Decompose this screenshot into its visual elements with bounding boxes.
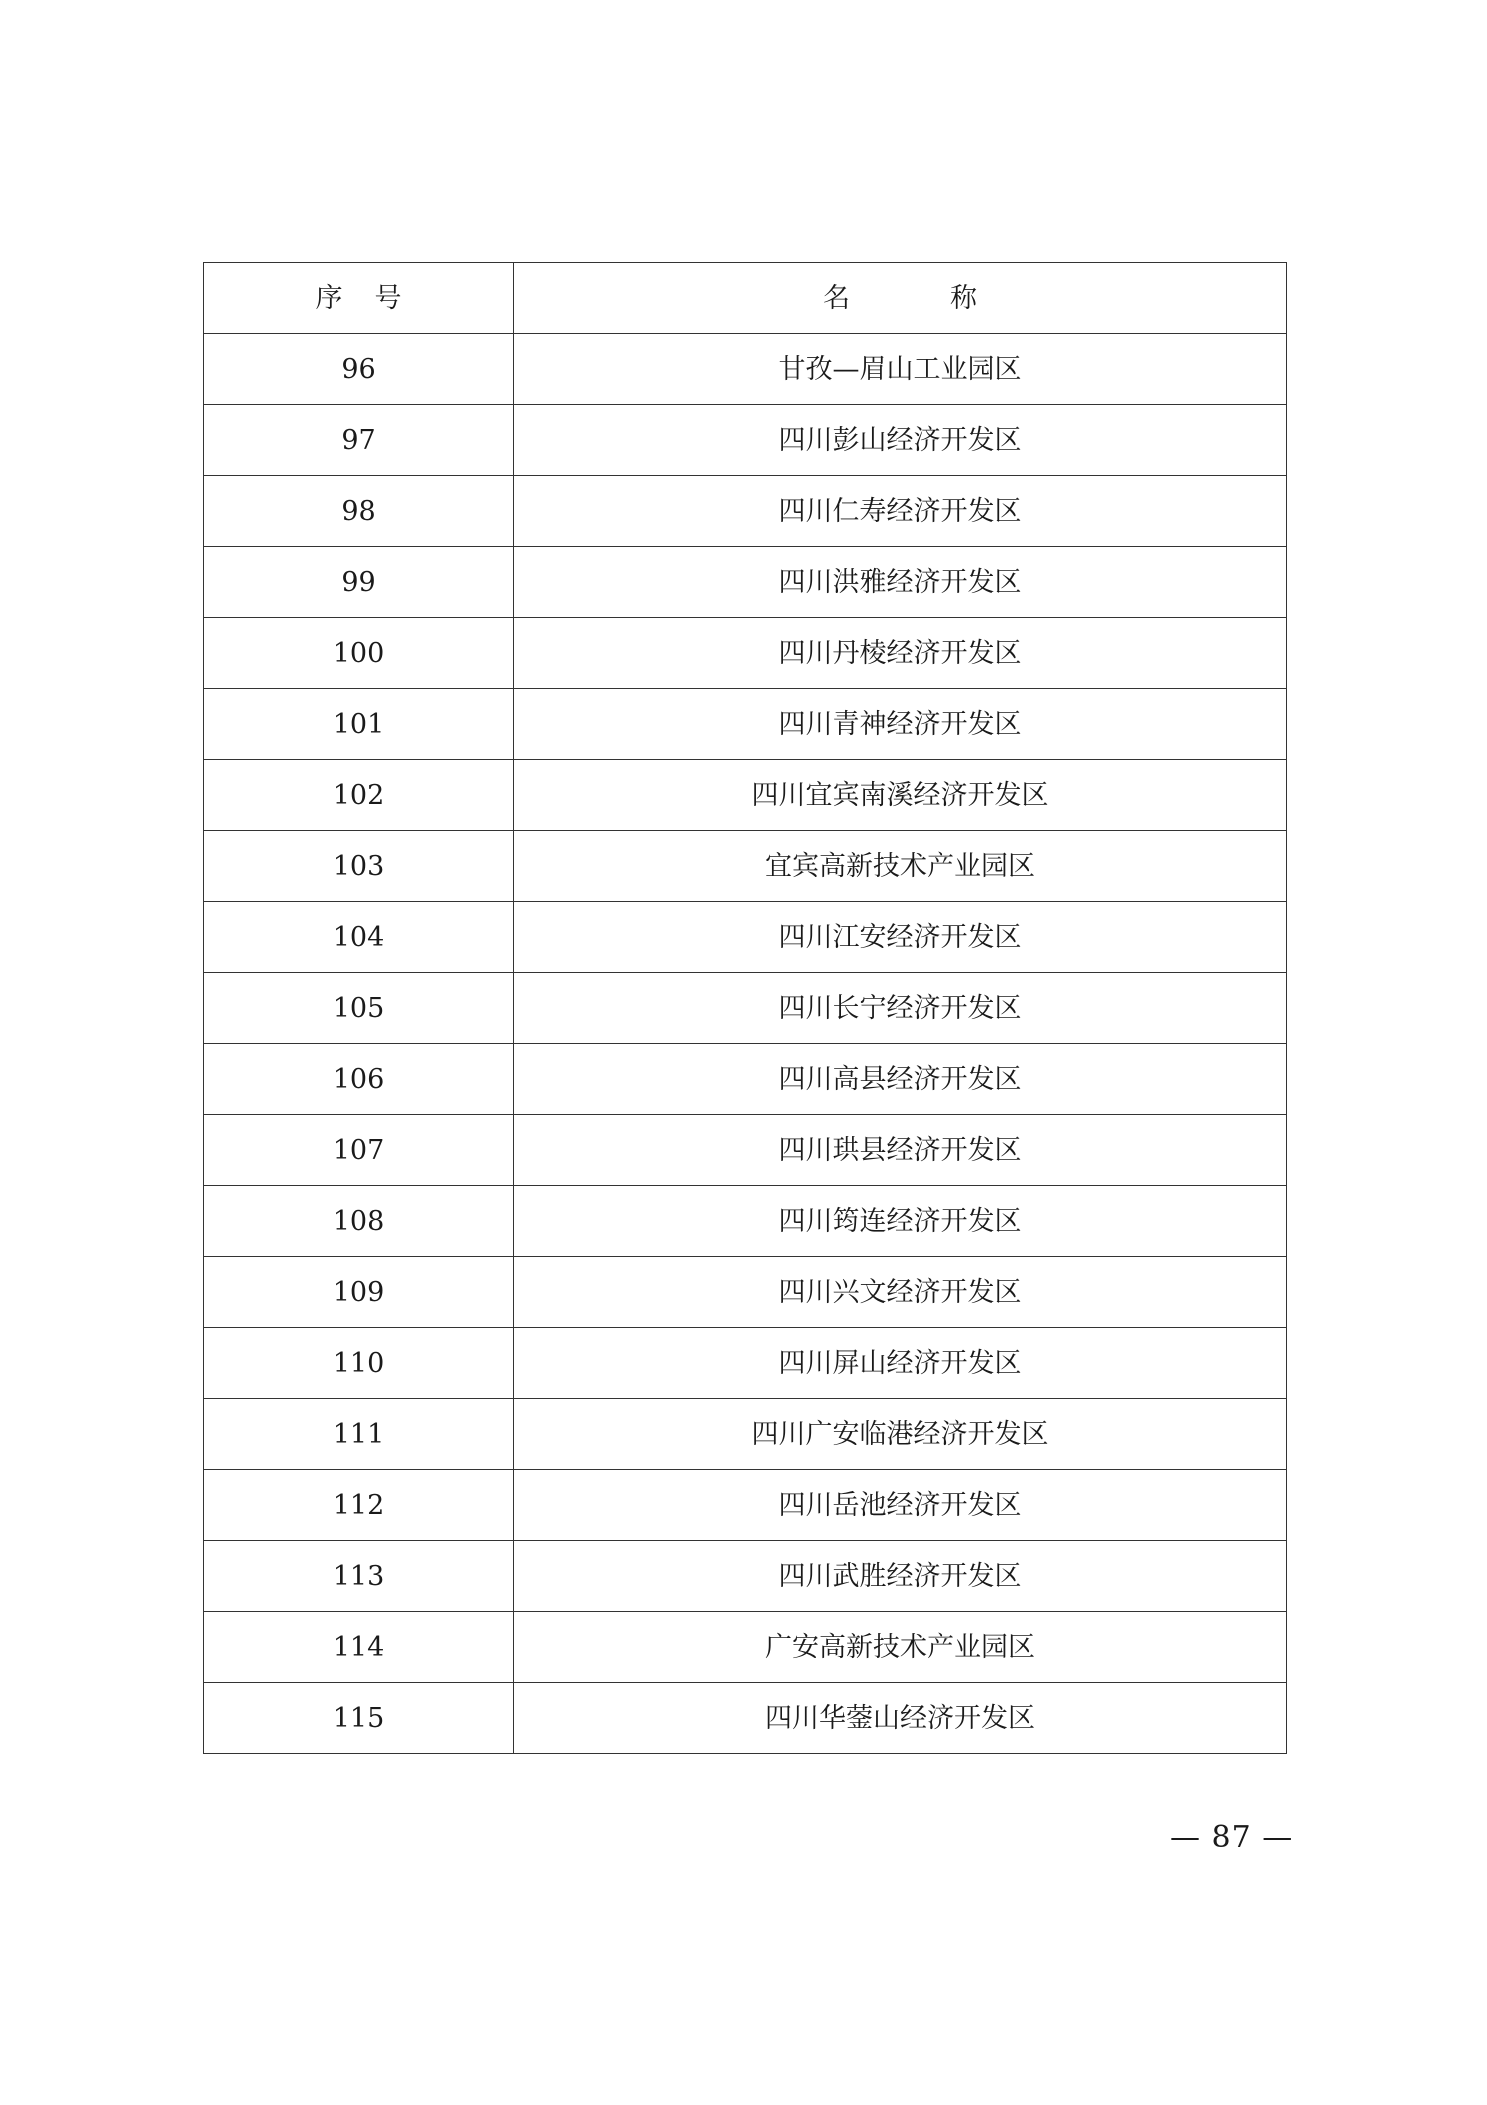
row-zone-name: 四川高县经济开发区 bbox=[514, 1044, 1287, 1115]
table-row bbox=[204, 1399, 1287, 1470]
row-zone-name: 甘孜—眉山工业园区 bbox=[514, 334, 1287, 405]
table-row bbox=[204, 760, 1287, 831]
table-row bbox=[204, 618, 1287, 689]
row-zone-name: 宜宾高新技术产业园区 bbox=[514, 831, 1287, 902]
table-row bbox=[204, 1186, 1287, 1257]
row-serial-number: 108 bbox=[204, 1186, 514, 1257]
row-serial-number: 113 bbox=[204, 1541, 514, 1612]
row-zone-name: 四川兴文经济开发区 bbox=[514, 1257, 1287, 1328]
row-serial-number: 114 bbox=[204, 1612, 514, 1683]
row-zone-name: 四川屏山经济开发区 bbox=[514, 1328, 1287, 1399]
table-row bbox=[204, 1683, 1287, 1754]
row-serial-number: 103 bbox=[204, 831, 514, 902]
table-body bbox=[204, 334, 1287, 1754]
table-row bbox=[204, 973, 1287, 1044]
table-header-row bbox=[204, 263, 1287, 334]
row-zone-name: 四川长宁经济开发区 bbox=[514, 973, 1287, 1044]
row-serial-number: 106 bbox=[204, 1044, 514, 1115]
row-serial-number: 99 bbox=[204, 547, 514, 618]
row-serial-number: 102 bbox=[204, 760, 514, 831]
row-zone-name: 广安高新技术产业园区 bbox=[514, 1612, 1287, 1683]
table-row bbox=[204, 1328, 1287, 1399]
row-zone-name: 四川丹棱经济开发区 bbox=[514, 618, 1287, 689]
table-row bbox=[204, 476, 1287, 547]
row-serial-number: 107 bbox=[204, 1115, 514, 1186]
row-zone-name: 四川岳池经济开发区 bbox=[514, 1470, 1287, 1541]
row-zone-name: 四川广安临港经济开发区 bbox=[514, 1399, 1287, 1470]
row-zone-name: 四川筠连经济开发区 bbox=[514, 1186, 1287, 1257]
table-row bbox=[204, 405, 1287, 476]
row-zone-name: 四川仁寿经济开发区 bbox=[514, 476, 1287, 547]
table-row bbox=[204, 334, 1287, 405]
table-row bbox=[204, 831, 1287, 902]
row-serial-number: 104 bbox=[204, 902, 514, 973]
row-serial-number: 98 bbox=[204, 476, 514, 547]
table-row bbox=[204, 689, 1287, 760]
page-number: — 87 — bbox=[1170, 1820, 1294, 1855]
table-row bbox=[204, 1612, 1287, 1683]
row-zone-name: 四川青神经济开发区 bbox=[514, 689, 1287, 760]
row-serial-number: 96 bbox=[204, 334, 514, 405]
zones-table bbox=[203, 262, 1287, 1754]
table-row bbox=[204, 1257, 1287, 1328]
table-row bbox=[204, 902, 1287, 973]
table-row bbox=[204, 1541, 1287, 1612]
row-serial-number: 101 bbox=[204, 689, 514, 760]
row-zone-name: 四川彭山经济开发区 bbox=[514, 405, 1287, 476]
table-row bbox=[204, 1115, 1287, 1186]
row-serial-number: 109 bbox=[204, 1257, 514, 1328]
table-row bbox=[204, 547, 1287, 618]
row-serial-number: 111 bbox=[204, 1399, 514, 1470]
row-serial-number: 115 bbox=[204, 1683, 514, 1754]
row-zone-name: 四川宜宾南溪经济开发区 bbox=[514, 760, 1287, 831]
row-zone-name: 四川华蓥山经济开发区 bbox=[514, 1683, 1287, 1754]
row-serial-number: 110 bbox=[204, 1328, 514, 1399]
header-name: 名称 bbox=[514, 263, 1287, 334]
row-zone-name: 四川江安经济开发区 bbox=[514, 902, 1287, 973]
row-serial-number: 97 bbox=[204, 405, 514, 476]
table-row bbox=[204, 1044, 1287, 1115]
row-zone-name: 四川武胜经济开发区 bbox=[514, 1541, 1287, 1612]
row-zone-name: 四川珙县经济开发区 bbox=[514, 1115, 1287, 1186]
row-serial-number: 112 bbox=[204, 1470, 514, 1541]
header-serial-number: 序号 bbox=[204, 263, 514, 334]
table-row bbox=[204, 1470, 1287, 1541]
row-serial-number: 105 bbox=[204, 973, 514, 1044]
row-zone-name: 四川洪雅经济开发区 bbox=[514, 547, 1287, 618]
row-serial-number: 100 bbox=[204, 618, 514, 689]
